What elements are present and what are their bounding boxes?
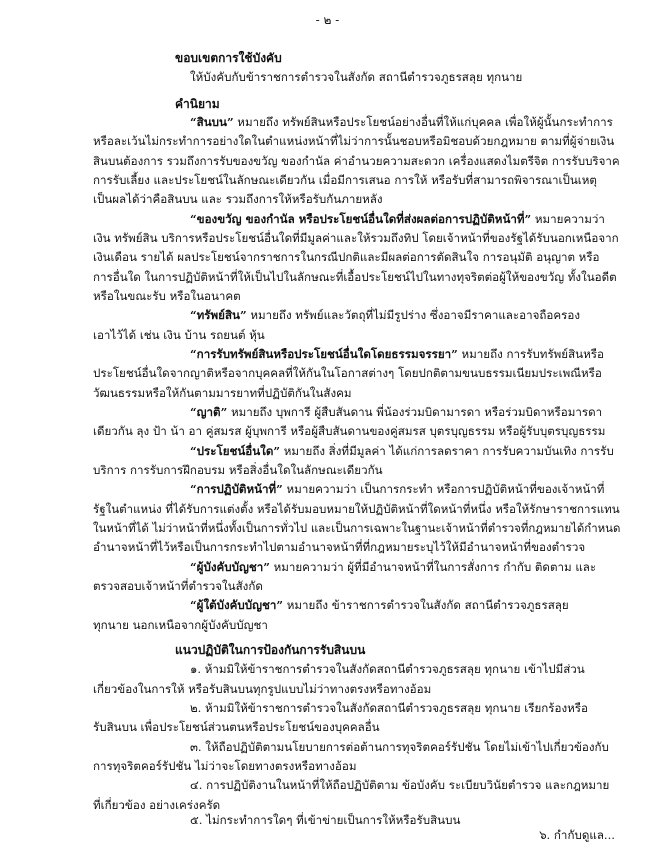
text-line: วัฒนธรรมหรือให้กันตามมารยาทที่ปฏิบัติกันในสังคม [93,386,352,400]
text-line: สินบนต้องการ รวมถึงการรับของขวัญ ของกำนัล ค่าอำนวยความสะดวก เครื่องแสดงไมตรีจิต การรับบริจาค [93,154,620,168]
definitions-heading: คำนิยาม [175,97,220,111]
text-line: การทุจริตคอร์รัปชัน ไม่ว่าจะโดยทางตรงหรือทางอ้อม [93,759,357,773]
definition-property: “ทรัพย์สิน” หมายถึง ทรัพย์และวัตถุที่ไม่มีรูปร่าง ซึ่งอาจมีราคาและอาจถือครอง [190,308,580,322]
text-line: ประโยชน์อื่นใดจากญาติหรือจากบุคคลที่ให้กันในโอกาสต่างๆ โดยปกติตามขนบธรรมเนียมประเพณีหรือ [93,366,602,380]
page-number: - ๒ - [315,13,340,27]
term-duty: “การปฏิบัติหน้าที่” [190,482,283,496]
text-line: ในหน้าที่ได้ ไม่ว่าหน้าที่หนึ่งทั้งเป็นการทั่วไป และเป็นการเฉพาะในฐานะเจ้าหน้าที่ตำรวจที่กฎหมายได้กำหนด [93,521,621,535]
term-relative: “ญาติ” [190,405,228,419]
text-line: ตรวจสอบเจ้าหน้าที่ตำรวจในสังกัด [93,579,263,593]
scope-heading: ขอบเขตการใช้บังคับ [175,51,282,65]
text-line: ทุกนาย นอกเหนือจากผู้บังคับบัญชา [93,618,268,632]
text-line: อำนาจหน้าที่ไว้หรือเป็นการกระทำไปตามอำนาจหน้าที่ที่กฎหมายระบุไว้ให้มีอำนาจหน้าที่ของตำรวจ [93,540,586,554]
term-bribe: “สินบน” [190,115,234,129]
definition-ethical-receipt: “การรับทรัพย์สินหรือประโยชน์อื่นใดโดยธรรมจรรยา” หมายถึง การรับทรัพย์สินหรือ [190,347,604,361]
text-line: การรับเลี้ยง และประโยชน์ในลักษณะเดียวกัน เมื่อมีการเสนอ การให้ หรือรับที่สามารถพิจารณาเป็นเหตุ [93,173,597,187]
term-commander: “ผู้บังคับบัญชา” [190,560,270,574]
definition-relative: “ญาติ” หมายถึง บุพการี ผู้สืบสันดาน พี่น้องร่วมบิดามารดา หรือร่วมบิดาหรือมารดา [190,405,603,419]
text-line: หรือในขณะรับ หรือในอนาคต [93,289,241,303]
definition-commander: “ผู้บังคับบัญชา” หมายความว่า ผู้ที่มีอำนาจหน้าที่ในการสั่งการ กำกับ ติดตาม และ [190,560,597,574]
guideline-1: ๑. ห้ามมิให้ข้าราชการตำรวจในสังกัดสถานีตำรวจภูธรสลุย ทุกนาย เข้าไปมีส่วน [190,662,585,676]
text-line: เกี่ยวข้องในการให้ หรือรับสินบนทุกรูปแบบไม่ว่าทางตรงหรือทางอ้อม [93,682,432,696]
text-line: บริการ การรับการฝึกอบรม หรือสิ่งอื่นใดในลักษณะเดียวกัน [93,463,383,477]
definition-bribe: “สินบน” หมายถึง ทรัพย์สินหรือประโยชน์อย่างอื่นที่ให้แก่บุคคล เพื่อให้ผู้นั้นกระทำการ [190,115,613,129]
continued-note: ๖. กำกับดูแล... [539,828,615,842]
scope-text: ให้บังคับกับข้าราชการตำรวจในสังกัด สถานีตำรวจภูธรสลุย ทุกนาย [190,70,523,84]
guideline-4: ๔. การปฏิบัติงานในหน้าที่ให้ถือปฏิบัติตาม ข้อบังคับ ระเบียบวินัยตำรวจ และกฎหมาย [190,778,610,792]
term-property: “ทรัพย์สิน” [190,308,247,322]
guidelines-heading: แนวปฏิบัติในการป้องกันการรับสินบน [175,643,366,657]
guideline-3: ๓. ให้ถือปฏิบัติตามนโยบายการต่อต้านการทุจริตคอร์รัปชัน โดยไม่เข้าไปเกี่ยวข้องกับ [190,740,609,754]
text-line: เงิน ทรัพย์สิน บริการหรือประโยชน์อื่นใดที่มีมูลค่าและให้รวมถึงทิป โดยเจ้าหน้าที่ของรัฐได้รับนอกเหนือจาก [93,231,619,245]
text-line: เอาไว้ได้ เช่น เงิน บ้าน รถยนต์ หุ้น [93,328,265,342]
text-line: เดียวกัน ลุง ป้า น้า อา คู่สมรส ผู้บุพการี หรือผู้สืบสันดานของคู่สมรส บุตรบุญธรรม หรือผู้รับบุตรบุญธรรม [93,424,606,438]
text-line: เป็นผลได้ว่าคือสินบน และ รวมถึงการให้หรือรับกันภายหลัง [93,192,383,206]
definition-gift: “ของขวัญ ของกำนัล หรือประโยชน์อื่นใดที่ส่งผลต่อการปฏิบัติหน้าที่” หมายความว่า [190,212,605,226]
term-other-benefit: “ประโยชน์อื่นใด” [190,444,281,458]
term-subordinate: “ผู้ใต้บังคับบัญชา” [190,598,284,612]
definition-duty: “การปฏิบัติหน้าที่” หมายความว่า เป็นการกระทำ หรือการปฏิบัติหน้าที่ของเจ้าหน้าที่ [190,482,605,496]
guideline-2: ๒. ห้ามมิให้ข้าราชการตำรวจในสังกัดสถานีตำรวจภูธรสลุย ทุกนาย เรียกร้องหรือ [190,701,588,715]
text-line: หรือละเว้นไม่กระทำการอย่างใดในตำแหน่งหน้าที่ไม่ว่าการนั้นชอบหรือมิชอบด้วยกฎหมาย ตามที่ผู้จ่ายเงิน [93,134,615,148]
definition-subordinate: “ผู้ใต้บังคับบัญชา” หมายถึง ข้าราชการตำรวจในสังกัด สถานีตำรวจภูธรสลุย [190,598,569,612]
text-line: เงินเดือน รายได้ ผลประโยชน์จากราชการในกรณีปกติและมีผลต่อการตัดสินใจ การอนุมัติ อนุญาต หรือ [93,250,600,264]
definition-other-benefit: “ประโยชน์อื่นใด” หมายถึง สิ่งที่มีมูลค่า ได้แก่การลดราคา การรับความบันเทิง การรับ [190,444,614,458]
guideline-5: ๕. ไม่กระทำการใดๆ ที่เข้าข่ายเป็นการให้หรือรับสินบน [190,813,461,827]
term-gift: “ของขวัญ ของกำนัล หรือประโยชน์อื่นใดที่ส่งผลต่อการปฏิบัติหน้าที่” [190,212,532,226]
text-line: การอื่นใด ในการปฏิบัติหน้าที่ให้เป็นไปในลักษณะที่เอื้อประโยชน์ไปในทางทุจริตต่อผู้ให้ของขวัญ ทั้งในอดีต [93,270,617,284]
text-line: ที่เกี่ยวข้อง อย่างเคร่งครัด [93,798,221,812]
text-line: รับสินบน เพื่อประโยชน์ส่วนตนหรือประโยชน์ของบุคคลอื่น [93,720,380,734]
text-line: รัฐในตำแหน่ง ที่ได้รับการแต่งตั้ง หรือได้รับมอบหมายให้ปฏิบัติหน้าที่ใดหน้าที่หนึ่ง หรือให้รักษาราชการแทน [93,502,620,516]
term-ethical-receipt: “การรับทรัพย์สินหรือประโยชน์อื่นใดโดยธรรมจรรยา” [190,347,458,361]
